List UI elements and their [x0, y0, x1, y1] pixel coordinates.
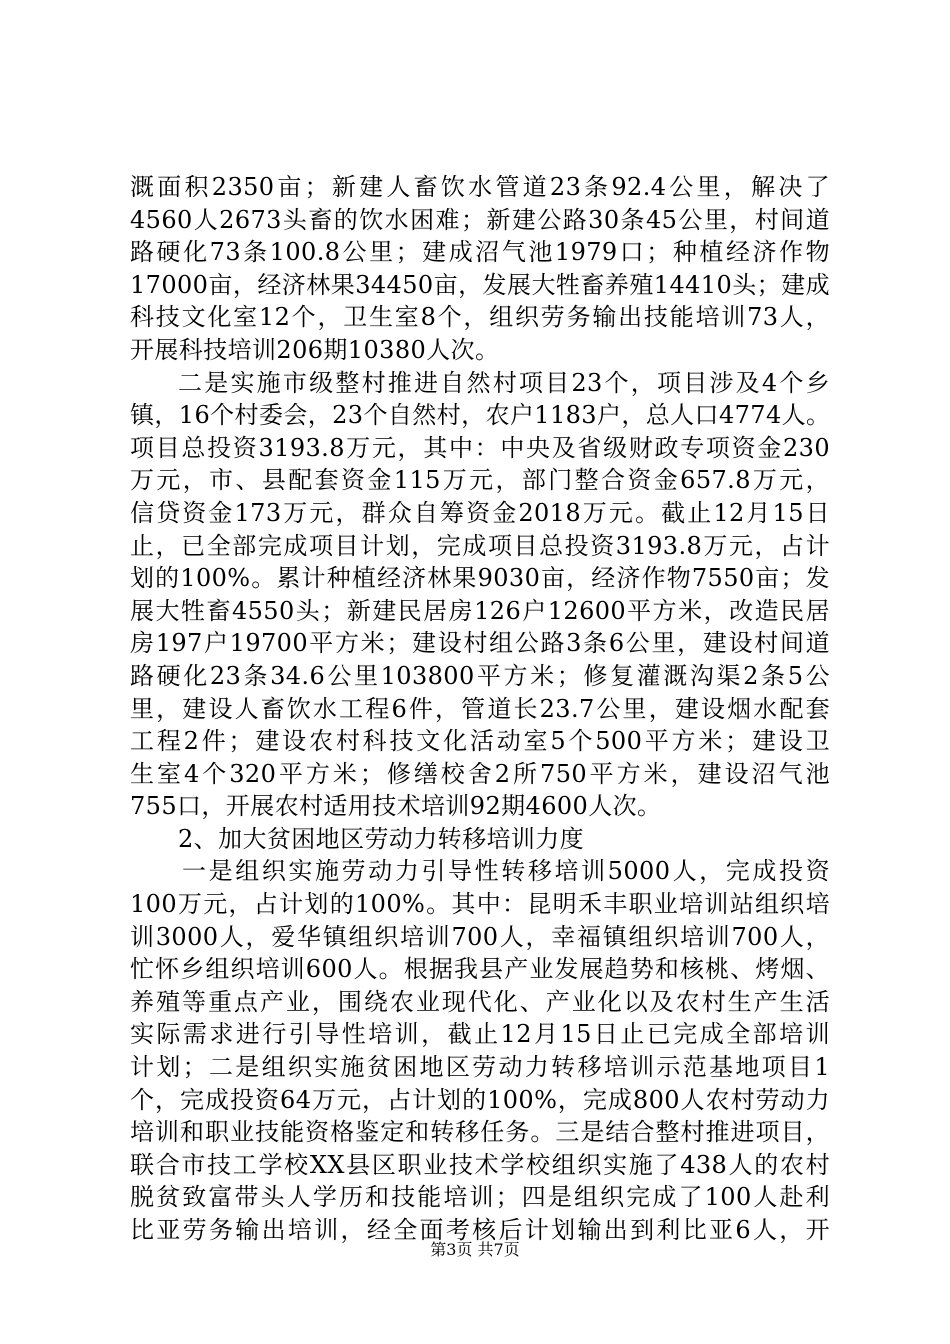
- text-line: 项目总投资3193.8万元，其中：中央及省级财政专项资金230: [130, 433, 830, 462]
- text-line: 止，已全部完成项目计划，完成项目总投资3193.8万元，占计: [130, 531, 830, 560]
- text-line: 工程2件；建设农村科技文化活动室5个500平方米；建设卫: [130, 727, 830, 756]
- text-line: 房197户19700平方米；建设村组公路3条6公里，建设村间道: [130, 629, 830, 658]
- text-line: 路硬化73条100.8公里；建成沼气池1979口；种植经济作物: [130, 238, 830, 267]
- text-line: 联合市技工学校XX县区职业技术学校组织实施了438人的农村: [130, 1150, 830, 1179]
- text-line: 17000亩，经济林果34450亩，发展大牲畜养殖14410头；建成: [130, 270, 830, 299]
- text-line: 里，建设人畜饮水工程6件，管道长23.7公里，建设烟水配套: [130, 694, 830, 723]
- text-line: 培训和职业技能资格鉴定和转移任务。三是结合整村推进项目，: [130, 1118, 830, 1147]
- page-footer: 第3页 共7页: [430, 1240, 520, 1259]
- text-line: 信贷资金173万元，群众自筹资金2018万元。截止12月15日: [130, 498, 830, 527]
- text-line: 个，完成投资64万元，占计划的100%，完成800人农村劳动力: [130, 1085, 830, 1114]
- paragraph-start-line: 一是组织实施劳动力引导性转移培训5000人，完成投资: [182, 857, 830, 886]
- text-line: 忙怀乡组织培训600人。根据我县产业发展趋势和核桃、烤烟、: [130, 955, 830, 984]
- paragraph-start-line: 二是实施市级整村推进自然村项目23个，项目涉及4个乡: [178, 368, 830, 397]
- text-line: 养殖等重点产业，围绕农业现代化、产业化以及农村生产生活: [130, 987, 830, 1016]
- text-line: 755口，开展农村适用技术培训92期4600人次。: [130, 792, 662, 821]
- text-line: 脱贫致富带头人学历和技能培训；四是组织完成了100人赴利: [130, 1183, 830, 1212]
- text-line: 4560人2673头畜的饮水困难；新建公路30条45公里，村间道: [130, 205, 830, 234]
- text-line: 镇，16个村委会，23个自然村，农户1183户，总人口4774人。: [130, 401, 831, 430]
- text-line: 实际需求进行引导性培训，截止12月15日止已完成全部培训: [130, 1020, 830, 1049]
- text-line: 万元，市、县配套资金115万元，部门整合资金657.8万元，: [130, 466, 830, 495]
- text-line: 生室4个320平方米；修缮校舍2所750平方米，建设沼气池: [130, 759, 830, 788]
- text-line: 展大牲畜4550头；新建民居房126户12600平方米，改造民居: [130, 596, 830, 625]
- body-text: [130, 171, 830, 1247]
- section-heading: 2、加大贫困地区劳动力转移培训力度: [178, 824, 585, 853]
- text-line: 计划；二是组织实施贫困地区劳动力转移培训示范基地项目1: [130, 1053, 830, 1082]
- text-line: 比亚劳务输出培训，经全面考核后计划输出到利比亚6人，开: [130, 1216, 830, 1244]
- text-line: 100万元，占计划的100%。其中：昆明禾丰职业培训站组织培: [130, 890, 830, 919]
- text-line: 训3000人，爱华镇组织培训700人，幸福镇组织培训700人，: [130, 922, 830, 951]
- text-line: 划的100%。累计种植经济林果9030亩，经济作物7550亩；发: [130, 564, 830, 593]
- text-line: 溉面积2350亩；新建人畜饮水管道23条92.4公里，解决了: [130, 173, 830, 201]
- text-line: 开展科技培训206期10380人次。: [130, 335, 500, 364]
- text-line: 路硬化23条34.6公里103800平方米；修复灌溉沟渠2条5公: [130, 661, 830, 690]
- text-line: 科技文化室12个，卫生室8个，组织劳务输出技能培训73人，: [130, 303, 830, 332]
